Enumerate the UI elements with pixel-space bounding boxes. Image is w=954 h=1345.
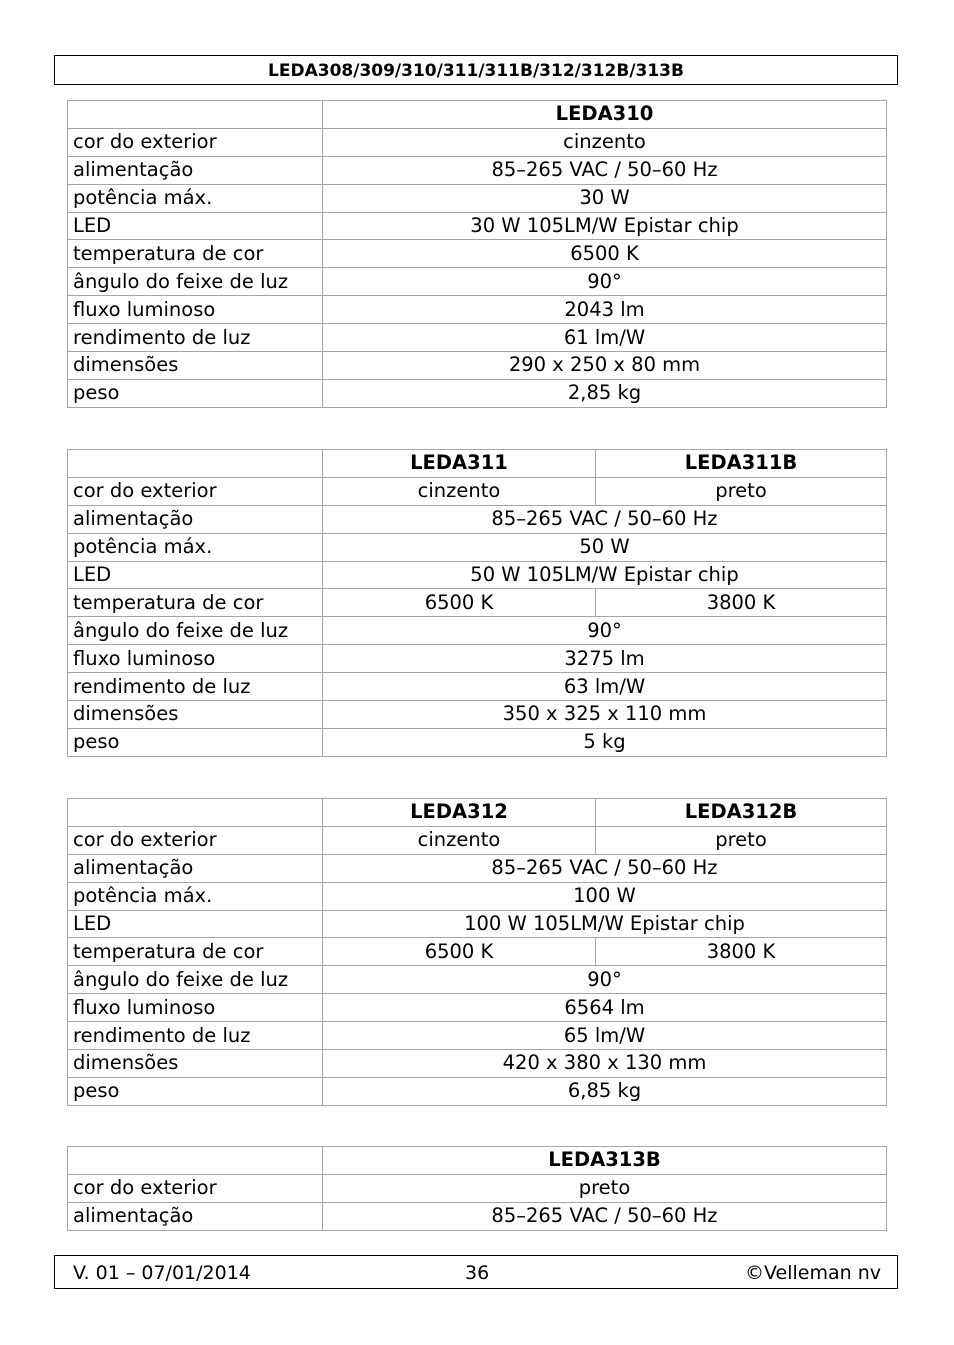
table-row <box>68 212 887 240</box>
row-label: cor do exterior <box>68 1174 323 1202</box>
page-footer <box>54 1255 898 1289</box>
row-value: 6500 K <box>323 938 596 966</box>
row-value: 350 x 325 x 110 mm <box>323 701 887 729</box>
row-value: 50 W <box>323 533 887 561</box>
row-value: 3800 K <box>596 938 887 966</box>
table-row <box>68 645 887 673</box>
row-label: alimentação <box>68 1202 323 1230</box>
table-row <box>68 1022 887 1050</box>
row-value: 90° <box>323 268 887 296</box>
footer-copyright: ©Velleman nv <box>745 1262 881 1284</box>
row-value: 3275 lm <box>323 645 887 673</box>
table-row <box>68 673 887 701</box>
row-value: 420 x 380 x 130 mm <box>323 1050 887 1078</box>
table-row <box>68 1202 887 1230</box>
row-label: ângulo do feixe de luz <box>68 617 323 645</box>
row-value: 6500 K <box>323 240 887 268</box>
header-blank-cell <box>68 799 323 827</box>
row-label: rendimento de luz <box>68 673 323 701</box>
table-row <box>68 994 887 1022</box>
row-value: 85–265 VAC / 50–60 Hz <box>323 854 887 882</box>
row-value: 100 W 105LM/W Epistar chip <box>323 910 887 938</box>
row-value: 85–265 VAC / 50–60 Hz <box>323 156 887 184</box>
row-value: 3800 K <box>596 589 887 617</box>
row-label: fluxo luminoso <box>68 296 323 324</box>
row-label: potência máx. <box>68 882 323 910</box>
row-value: 65 lm/W <box>323 1022 887 1050</box>
spec-table-leda311 <box>67 449 887 757</box>
footer-version: V. 01 – 07/01/2014 <box>73 1262 251 1284</box>
table-row <box>68 561 887 589</box>
table-row <box>68 477 887 505</box>
table-row <box>68 240 887 268</box>
row-label: dimensões <box>68 1050 323 1078</box>
spec-table-leda313b <box>67 1146 887 1231</box>
row-value: cinzento <box>323 477 596 505</box>
model-header: LEDA312 <box>323 799 596 827</box>
row-label: rendimento de luz <box>68 1022 323 1050</box>
table-row <box>68 352 887 380</box>
table-header-row <box>68 101 887 129</box>
row-value: cinzento <box>323 128 887 156</box>
model-header: LEDA312B <box>596 799 887 827</box>
row-label: potência máx. <box>68 184 323 212</box>
table-header-row <box>68 799 887 827</box>
row-value: 6,85 kg <box>323 1077 887 1105</box>
row-label: ângulo do feixe de luz <box>68 966 323 994</box>
row-label: LED <box>68 561 323 589</box>
row-label: LED <box>68 212 323 240</box>
row-label: cor do exterior <box>68 128 323 156</box>
table-row <box>68 533 887 561</box>
table-header-row <box>68 1147 887 1175</box>
row-value: 5 kg <box>323 728 887 756</box>
table-row <box>68 505 887 533</box>
row-label: temperatura de cor <box>68 240 323 268</box>
row-value: 85–265 VAC / 50–60 Hz <box>323 1202 887 1230</box>
model-header: LEDA313B <box>323 1147 887 1175</box>
table-row <box>68 728 887 756</box>
table-row <box>68 589 887 617</box>
row-label: ângulo do feixe de luz <box>68 268 323 296</box>
table-row <box>68 324 887 352</box>
table-row <box>68 617 887 645</box>
row-value: 2043 lm <box>323 296 887 324</box>
row-value: 63 lm/W <box>323 673 887 701</box>
footer-page-number: 36 <box>465 1262 490 1284</box>
model-header: LEDA310 <box>323 101 887 129</box>
table-row <box>68 1077 887 1105</box>
spec-table-leda312 <box>67 798 887 1106</box>
row-label: alimentação <box>68 156 323 184</box>
header-blank-cell <box>68 450 323 478</box>
row-value: 50 W 105LM/W Epistar chip <box>323 561 887 589</box>
table-row <box>68 938 887 966</box>
table-row <box>68 184 887 212</box>
row-value: 2,85 kg <box>323 379 887 407</box>
table-header-row <box>68 450 887 478</box>
row-value: 6564 lm <box>323 994 887 1022</box>
table-row <box>68 826 887 854</box>
row-label: LED <box>68 910 323 938</box>
row-label: fluxo luminoso <box>68 645 323 673</box>
spec-table-leda310 <box>67 100 887 408</box>
table-row <box>68 128 887 156</box>
header-title: LEDA308/309/310/311/311B/312/312B/313B <box>268 61 684 81</box>
row-value: preto <box>323 1174 887 1202</box>
table-row <box>68 854 887 882</box>
row-value: 290 x 250 x 80 mm <box>323 352 887 380</box>
row-label: dimensões <box>68 352 323 380</box>
table-row <box>68 910 887 938</box>
row-label: alimentação <box>68 505 323 533</box>
row-label: alimentação <box>68 854 323 882</box>
row-value: 61 lm/W <box>323 324 887 352</box>
table-row <box>68 1050 887 1078</box>
page-header <box>54 55 898 85</box>
row-value: 30 W 105LM/W Epistar chip <box>323 212 887 240</box>
row-label: peso <box>68 379 323 407</box>
row-value: cinzento <box>323 826 596 854</box>
row-label: temperatura de cor <box>68 938 323 966</box>
table-row <box>68 379 887 407</box>
row-label: rendimento de luz <box>68 324 323 352</box>
header-blank-cell <box>68 1147 323 1175</box>
table-row <box>68 1174 887 1202</box>
row-value: 85–265 VAC / 50–60 Hz <box>323 505 887 533</box>
table-row <box>68 268 887 296</box>
row-label: cor do exterior <box>68 477 323 505</box>
table-row <box>68 882 887 910</box>
row-value: 6500 K <box>323 589 596 617</box>
row-value: preto <box>596 826 887 854</box>
model-header: LEDA311B <box>596 450 887 478</box>
table-row <box>68 966 887 994</box>
table-row <box>68 701 887 729</box>
row-value: preto <box>596 477 887 505</box>
row-label: dimensões <box>68 701 323 729</box>
row-value: 90° <box>323 617 887 645</box>
row-label: fluxo luminoso <box>68 994 323 1022</box>
row-label: peso <box>68 1077 323 1105</box>
row-value: 100 W <box>323 882 887 910</box>
row-label: cor do exterior <box>68 826 323 854</box>
header-blank-cell <box>68 101 323 129</box>
row-value: 30 W <box>323 184 887 212</box>
row-value: 90° <box>323 966 887 994</box>
row-label: temperatura de cor <box>68 589 323 617</box>
model-header: LEDA311 <box>323 450 596 478</box>
table-row <box>68 296 887 324</box>
row-label: potência máx. <box>68 533 323 561</box>
table-row <box>68 156 887 184</box>
row-label: peso <box>68 728 323 756</box>
